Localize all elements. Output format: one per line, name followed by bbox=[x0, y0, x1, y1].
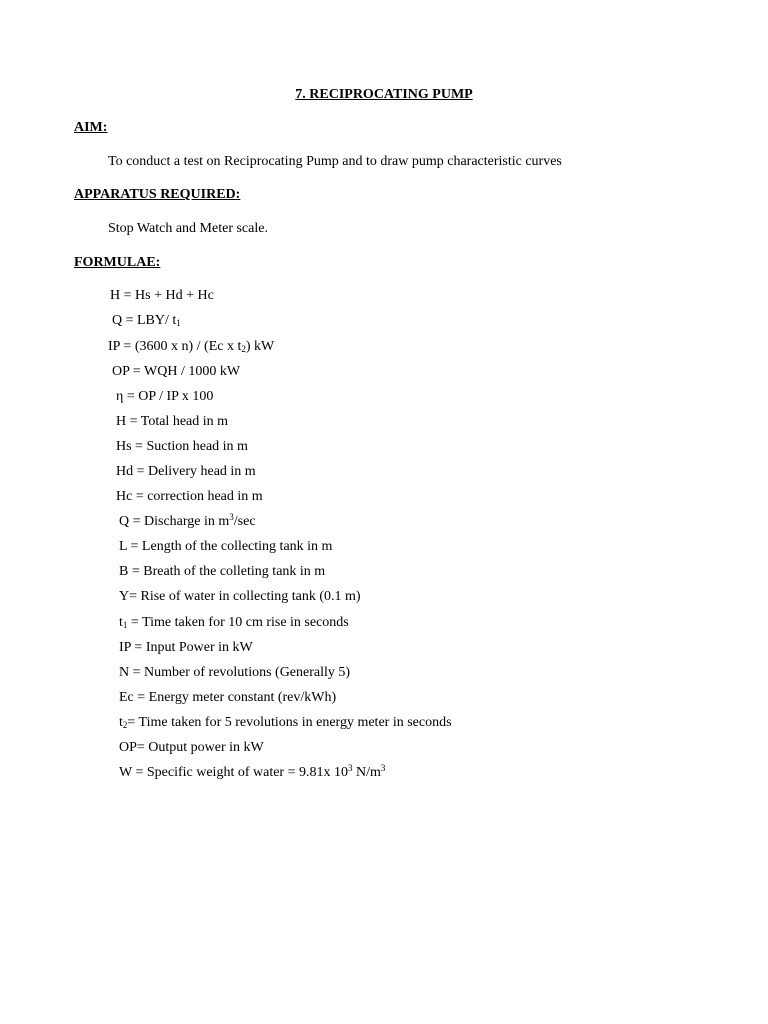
formula-line bbox=[112, 312, 181, 330]
formula-pre: B = Breath of the colleting tank in m bbox=[119, 564, 326, 579]
formula-line bbox=[119, 639, 253, 657]
formula-pre: t bbox=[119, 615, 123, 630]
formula-line bbox=[119, 739, 264, 757]
formula-pre: Hc = correction head in m bbox=[116, 489, 263, 504]
formula-line bbox=[116, 438, 248, 456]
apparatus-heading: APPARATUS REQUIRED: bbox=[74, 187, 241, 202]
formulae-heading: FORMULAE: bbox=[74, 255, 161, 270]
formula-pre: H = Hs + Hd + Hc bbox=[110, 288, 214, 303]
formula-pre: IP = (3600 x n) / (Ec x t bbox=[108, 339, 242, 354]
formula-pre: Hs = Suction head in m bbox=[116, 439, 248, 454]
formula-pre: η = OP / IP x 100 bbox=[116, 389, 214, 404]
formula-pre: N = Number of revolutions (Generally 5) bbox=[119, 665, 351, 680]
formula-line bbox=[119, 563, 325, 581]
formula-sub: 1 bbox=[176, 318, 181, 328]
formula-pre: H = Total head in m bbox=[116, 414, 229, 429]
formula-line bbox=[119, 538, 332, 556]
formula-line bbox=[119, 714, 452, 732]
formula-pre: t bbox=[119, 715, 123, 730]
formula-pre: Hd = Delivery head in m bbox=[116, 464, 256, 479]
formula-pre: OP = WQH / 1000 kW bbox=[112, 364, 241, 379]
formula-line bbox=[119, 513, 256, 531]
formula-sup2: 3 bbox=[380, 763, 386, 773]
formula-sub: 2 bbox=[241, 344, 246, 354]
formula-post: /sec bbox=[233, 514, 256, 529]
formula-line bbox=[119, 764, 385, 782]
formula-pre: Y= Rise of water in collecting tank (0.1 m) bbox=[119, 589, 361, 604]
formula-pre: Q = Discharge in m bbox=[119, 514, 230, 529]
formula-post: = Time taken for 10 cm rise in seconds bbox=[127, 615, 349, 630]
formula-line bbox=[119, 664, 350, 682]
formula-line bbox=[119, 588, 361, 606]
formula-post: N/m bbox=[352, 765, 381, 780]
formula-pre: L = Length of the collecting tank in m bbox=[119, 539, 333, 554]
apparatus-text: Stop Watch and Meter scale. bbox=[108, 221, 268, 236]
formula-pre: Ec = Energy meter constant (rev/kWh) bbox=[119, 690, 337, 705]
aim-text: To conduct a test on Reciprocating Pump and to draw pump characteristic curves bbox=[108, 154, 562, 169]
formula-sup: 3 bbox=[347, 763, 353, 773]
formula-pre: W = Specific weight of water = 9.81x 10 bbox=[119, 765, 348, 780]
formula-pre: Q = LBY/ t bbox=[112, 313, 177, 328]
formula-line bbox=[116, 463, 256, 481]
aim-heading: AIM: bbox=[74, 120, 108, 135]
formula-line bbox=[119, 689, 336, 707]
formula-pre: OP= Output power in kW bbox=[119, 740, 264, 755]
formula-line bbox=[112, 363, 240, 381]
formula-line bbox=[119, 614, 349, 632]
formula-pre: IP = Input Power in kW bbox=[119, 640, 253, 655]
formula-line bbox=[116, 388, 213, 406]
page-title: 7. RECIPROCATING PUMP bbox=[295, 87, 473, 102]
formula-line bbox=[116, 413, 228, 431]
formula-post: = Time taken for 5 revolutions in energy meter in seconds bbox=[127, 715, 452, 730]
formula-sub: 1 bbox=[122, 620, 128, 630]
formula-sub: 2 bbox=[122, 720, 128, 730]
formula-line bbox=[108, 338, 274, 356]
formula-post: ) kW bbox=[245, 339, 275, 354]
formula-line bbox=[116, 488, 263, 506]
formula-line bbox=[110, 287, 214, 305]
formula-sup: 3 bbox=[229, 512, 234, 522]
